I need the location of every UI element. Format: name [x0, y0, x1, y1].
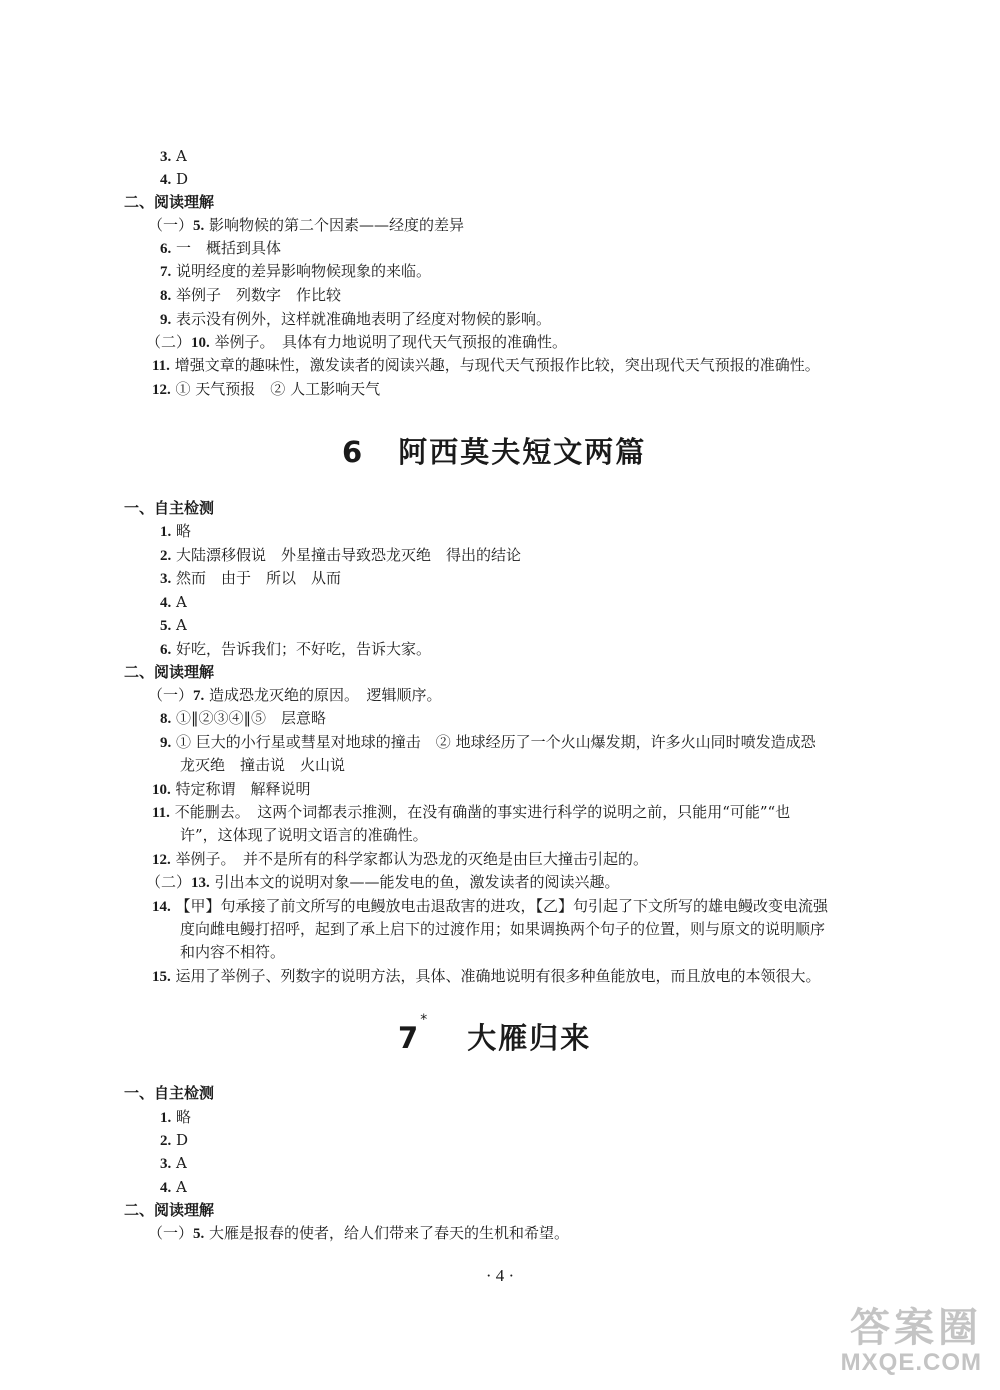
- answer-line: 12. 举例子。 并不是所有的科学家都认为恐龙的灭绝是由巨大撞击引起的。: [152, 850, 649, 868]
- answer-line: 8. 举例子 列数字 作比较: [160, 286, 342, 304]
- lesson-number: 6: [342, 435, 365, 469]
- answer-line: （二）13. 引出本文的说明对象——能发电的鱼，激发读者的阅读兴趣。: [146, 873, 620, 891]
- answer-line: 3. A: [160, 1154, 187, 1172]
- answer-line: 1. 略: [160, 522, 192, 540]
- answer-line: （一）7. 造成恐龙灭绝的原因。 逻辑顺序。: [148, 686, 442, 704]
- answer-line: 7. 说明经度的差异影响物候现象的来临。: [160, 262, 432, 280]
- answer-line: 龙灭绝 撞击说 火山说: [180, 756, 346, 774]
- answer-line: （一）5. 影响物候的第二个因素——经度的差异: [148, 216, 465, 234]
- section-heading: 二、阅读理解: [124, 663, 215, 681]
- lesson-number: 7: [398, 1021, 421, 1055]
- answer-line: 度向雌电鳗打招呼，起到了承上启下的过渡作用；如果调换两个句子的位置，则与原文的说明顺序: [180, 920, 826, 938]
- lesson-title: [398, 1012, 592, 1057]
- answer-line: 2. 大陆漂移假说 外星撞击导致恐龙灭绝 得出的结论: [160, 546, 522, 564]
- answer-line: （一）5. 大雁是报春的使者，给人们带来了春天的生机和希望。: [148, 1224, 570, 1242]
- watermark-text: 答案圈: [850, 1306, 982, 1350]
- answer-line: 11. 不能删去。 这两个词都表示推测，在没有确凿的事实进行科学的说明之前，只能用“可能”“也: [152, 803, 791, 821]
- answer-line: 2. D: [160, 1131, 189, 1149]
- answer-line: 3. A: [160, 147, 187, 165]
- page-number: · 4 ·: [485, 1266, 515, 1285]
- answer-line: 和内容不相符。: [180, 943, 286, 961]
- answer-line: 4. A: [160, 1178, 187, 1196]
- answer-line: （二）10. 举例子。 具体有力地说明了现代天气预报的准确性。: [146, 333, 568, 351]
- answer-line: 6. 好吃，告诉我们；不好吃，告诉大家。: [160, 640, 432, 658]
- answer-line: 1. 略: [160, 1108, 192, 1126]
- section-heading: 一、自主检测: [124, 499, 215, 517]
- answer-line: 9. 表示没有例外，这样就准确地表明了经度对物候的影响。: [160, 310, 552, 328]
- optional-mark: *: [420, 1012, 430, 1028]
- watermark-url: MXQE.COM: [840, 1349, 982, 1376]
- answer-line: 5. A: [160, 616, 187, 634]
- lesson-title: [342, 430, 646, 471]
- lesson-title-text: 阿西莫夫短文两篇: [398, 435, 647, 469]
- answer-line: 许”，这体现了说明文语言的准确性。: [180, 826, 428, 844]
- section-heading: 二、阅读理解: [124, 1201, 215, 1219]
- answer-line: 4. A: [160, 593, 187, 611]
- watermark-logo: [841, 1306, 982, 1376]
- answer-line: 8. ①‖②③④‖⑤ 层意略: [160, 709, 327, 727]
- section-heading: 一、自主检测: [124, 1084, 215, 1102]
- answer-line: 4. D: [160, 170, 189, 188]
- lesson-title-text: 大雁归来: [467, 1021, 592, 1055]
- answer-line: 10. 特定称谓 解释说明: [152, 780, 311, 798]
- answer-line: 6. 一 概括到具体: [160, 239, 282, 257]
- answer-line: 14. 【甲】句承接了前文所写的电鳗放电击退敌害的进攻，【乙】句引起了下文所写的雄电鳗改变电流强: [152, 897, 829, 915]
- answer-line: 12. ① 天气预报 ② 人工影响天气: [152, 380, 381, 398]
- answer-line: 9. ① 巨大的小行星或彗星对地球的撞击 ② 地球经历了一个火山爆发期，许多火山同时喷发造成恐: [160, 733, 816, 751]
- answer-line: 11. 增强文章的趣味性，激发读者的阅读兴趣，与现代天气预报作比较，突出现代天气预报的准确性。: [152, 356, 820, 374]
- section-heading: 二、阅读理解: [124, 193, 215, 211]
- answer-line: 3. 然而 由于 所以 从而: [160, 569, 342, 587]
- answer-line: 15. 运用了举例子、列数字的说明方法，具体、准确地说明有很多种鱼能放电，而且放电的本领很大。: [152, 967, 821, 985]
